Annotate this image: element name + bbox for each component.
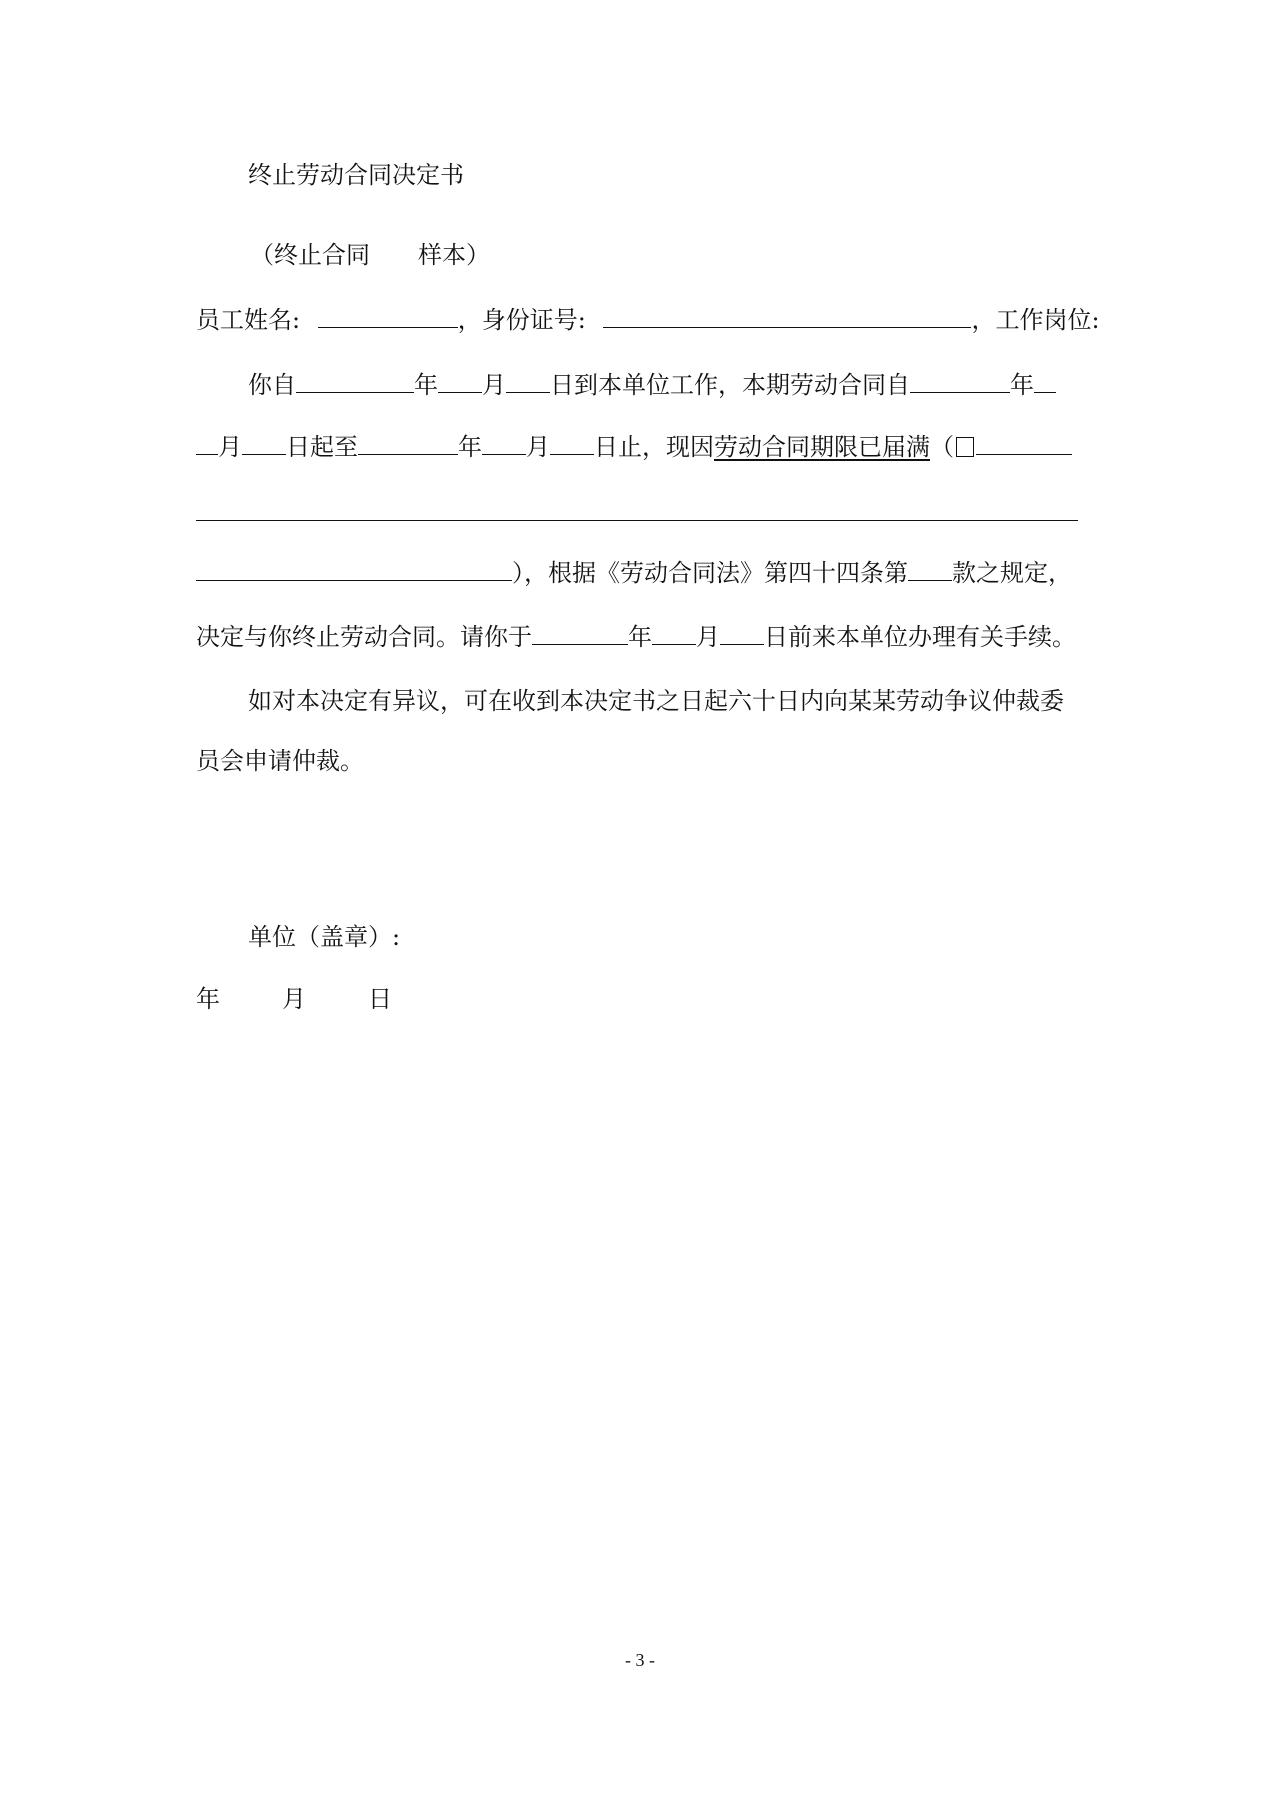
deadline-month-blank[interactable] [652,622,696,645]
unit-seal-label: 单位（盖章）: [248,923,401,951]
contract-start-year-blank[interactable] [910,370,1010,393]
reason-detail-blank-part3[interactable] [196,558,512,581]
termination-reason: 劳动合同期限已届满 [714,433,930,461]
id-number-label: ，身份证号: [457,306,586,334]
contract-start-month-blank-part1[interactable] [1034,370,1056,393]
line2-middle-text: 日到本单位工作，本期劳动合同自 [550,371,910,399]
year-label: 年 [628,623,652,651]
start-year-blank[interactable] [296,370,414,393]
unit-seal-line [248,922,400,952]
employment-start-line [248,370,1056,400]
employee-info-line [196,305,1100,335]
signature-day-label: 日 [368,985,392,1013]
job-position-label: ，工作岗位: [971,306,1100,334]
year-label: 年 [458,433,482,461]
appeal-notice-text: 如对本决定有异议，可在收到本决定书之日起六十日内向某某劳动争议仲裁委 [248,687,1064,715]
deadline-year-blank[interactable] [532,622,628,645]
id-number-blank[interactable] [603,305,971,328]
paren-open: （ [930,433,954,461]
month-label: 月 [482,371,506,399]
signature-month-label: 月 [282,985,306,1013]
document-subtitle [250,240,490,270]
year-label-2: 年 [1010,371,1034,399]
legal-basis-suffix: 款之规定， [952,559,1072,587]
contract-end-month-blank[interactable] [482,432,526,455]
month-label-2: 月 [526,433,550,461]
start-month-blank[interactable] [438,370,482,393]
page-number: - 3 - [625,1650,655,1670]
appeal-notice-line-2 [196,746,364,776]
line3-text: 日起至 [286,433,358,461]
line3-end-text: 日止，现因 [594,433,714,461]
document-title [248,160,464,190]
year-label: 年 [414,371,438,399]
subtitle-text: （终止合同 样本） [250,241,490,269]
legal-basis-text: ），根据《劳动合同法》第四十四条第 [512,559,908,587]
contract-end-day-blank[interactable] [550,432,594,455]
reason-detail-blank-part1[interactable] [976,432,1072,455]
employee-name-blank[interactable] [318,305,458,328]
reason-detail-blank-part2[interactable] [196,520,1078,521]
appeal-notice-line [248,686,1064,716]
employee-name-label: 员工姓名: [196,306,301,334]
title-text: 终止劳动合同决定书 [248,161,464,189]
appeal-notice-text-2: 员会申请仲裁。 [196,747,364,775]
signature-date-line [196,984,392,1014]
reason-checkbox[interactable] [956,437,974,457]
contract-end-year-blank[interactable] [358,432,458,455]
contract-start-month-blank-part2[interactable] [196,432,218,455]
clause-number-blank[interactable] [908,558,952,581]
signature-year-label: 年 [196,985,220,1013]
legal-basis-line [196,558,1072,588]
month-label: 月 [218,433,242,461]
contract-period-line [196,432,1072,462]
line6-suffix: 日前来本单位办理有关手续。 [764,623,1076,651]
line2-prefix: 你自 [248,371,296,399]
start-day-blank[interactable] [506,370,550,393]
month-label: 月 [696,623,720,651]
procedure-deadline-line [196,622,1076,652]
line6-prefix: 决定与你终止劳动合同。请你于 [196,623,532,651]
contract-start-day-blank[interactable] [242,432,286,455]
deadline-day-blank[interactable] [720,622,764,645]
